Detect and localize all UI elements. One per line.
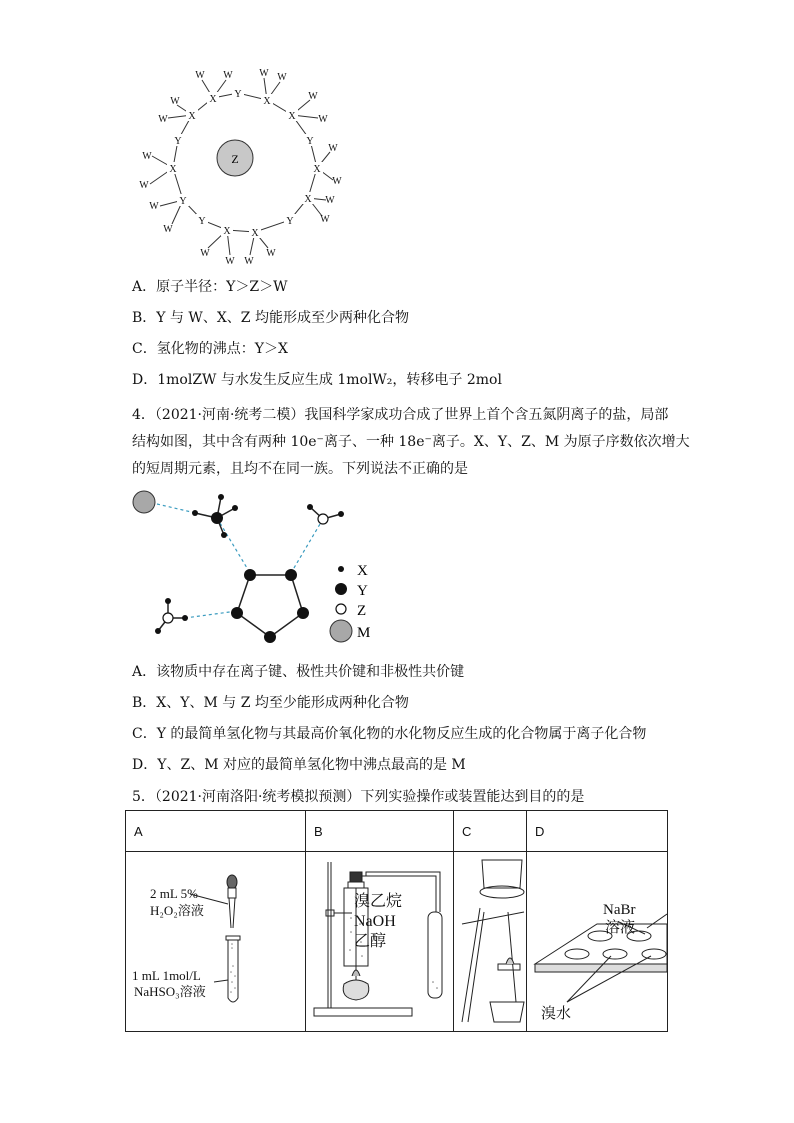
svg-text:Y: Y: [174, 136, 182, 147]
apparatus-a: [126, 852, 305, 1028]
svg-text:H₂O₂溶液: H₂O₂溶液: [150, 903, 204, 918]
header-a: A: [126, 811, 306, 852]
svg-text:Y: Y: [179, 196, 187, 207]
svg-text:W: W: [244, 256, 254, 267]
q4-option-c: C．Y 的最简单氢化物与其最高价氧化物的水化物反应生成的化合物属于离子化合物: [132, 726, 647, 742]
svg-text:Y: Y: [234, 89, 242, 100]
svg-text:W: W: [225, 256, 235, 267]
q4-stem: 4．（2021·河南·统考二模）我国科学家成功合成了世界上首个含五氮阴离子的盐，局部 结构如图，其中含有两种 10e⁻离子、一种 18e⁻离子。X、Y、Z、M 为原子序数依次增大 的短周期元素，且均不在同一族。下列说法不正确的是: [132, 407, 690, 477]
svg-text:Y: Y: [357, 583, 368, 599]
q3-option-d: D．1molZW 与水发生反应生成 1molW₂，转移电子 2mol: [132, 372, 502, 388]
cell-d: [527, 852, 668, 1032]
svg-text:NaHSO₃溶液: NaHSO₃溶液: [134, 984, 206, 999]
svg-text:W: W: [142, 151, 152, 162]
svg-text:X: X: [223, 226, 231, 237]
svg-text:Y: Y: [286, 216, 294, 227]
svg-text:2 mL 5%: 2 mL 5%: [150, 886, 198, 901]
q3-option-c: C．氢化物的沸点：Y＞X: [132, 341, 288, 357]
svg-text:X: X: [304, 194, 312, 205]
q4-legend: [330, 563, 370, 642]
svg-text:Y: Y: [198, 216, 206, 227]
z-label: Z: [231, 152, 239, 166]
svg-text:W: W: [277, 72, 287, 83]
header-d: D: [527, 811, 668, 852]
svg-text:X: X: [263, 96, 271, 107]
svg-text:W: W: [320, 214, 330, 225]
svg-text:W: W: [223, 70, 233, 81]
q3-ring-diagram: [130, 60, 360, 270]
apparatus-b: [306, 852, 453, 1028]
svg-text:溴水: 溴水: [541, 1006, 572, 1022]
svg-text:W: W: [266, 248, 276, 259]
q4-option-d: D．Y、Z、M 对应的最简单氢化物中沸点最高的是 M: [132, 757, 466, 773]
apparatus-c: [454, 852, 526, 1028]
q4-option-b: B．X、Y、M 与 Z 均至少能形成两种化合物: [132, 695, 409, 711]
header-b: B: [306, 811, 454, 852]
q3-option-a: A．原子半径：Y＞Z＞W: [132, 279, 288, 295]
svg-text:X: X: [188, 111, 196, 122]
header-c: C: [454, 811, 527, 852]
svg-text:X: X: [357, 563, 368, 579]
svg-text:X: X: [251, 228, 259, 239]
svg-text:Y: Y: [306, 136, 314, 147]
svg-text:W: W: [325, 195, 335, 206]
svg-text:W: W: [139, 180, 149, 191]
cell-c: [454, 852, 527, 1032]
q4-structure-diagram: [125, 485, 395, 650]
svg-text:W: W: [332, 176, 342, 187]
svg-text:W: W: [170, 96, 180, 107]
svg-text:Z: Z: [357, 603, 367, 619]
cell-b: [306, 852, 454, 1032]
svg-text:W: W: [328, 143, 338, 154]
svg-text:W: W: [259, 68, 269, 79]
svg-text:NaBr: NaBr: [603, 902, 636, 918]
svg-text:NaOH: NaOH: [354, 913, 396, 930]
svg-text:W: W: [195, 70, 205, 81]
svg-text:W: W: [308, 91, 318, 102]
svg-text:1 mL 1mol/L: 1 mL 1mol/L: [132, 968, 201, 983]
svg-text:溴乙烷: 溴乙烷: [354, 893, 403, 910]
svg-text:W: W: [318, 114, 328, 125]
apparatus-d: [527, 852, 667, 1028]
svg-text:W: W: [200, 248, 210, 259]
q5-experiment-table: [125, 810, 668, 1032]
svg-text:X: X: [313, 164, 321, 175]
q4-option-a: A．该物质中存在离子键、极性共价键和非极性共价键: [132, 664, 465, 680]
svg-text:W: W: [163, 224, 173, 235]
cell-a: [126, 852, 306, 1032]
q5-stem: 5．（2021·河南洛阳·统考模拟预测）下列实验操作或装置能达到目的的是: [132, 789, 585, 805]
svg-text:X: X: [169, 164, 177, 175]
svg-text:X: X: [288, 111, 296, 122]
svg-text:X: X: [209, 94, 217, 105]
svg-text:W: W: [149, 201, 159, 212]
svg-text:溶液: 溶液: [605, 920, 636, 936]
svg-text:M: M: [357, 625, 371, 641]
q3-option-b: B．Y 与 W、X、Z 均能形成至少两种化合物: [132, 310, 409, 326]
svg-text:W: W: [158, 114, 168, 125]
svg-text:乙醇: 乙醇: [354, 933, 387, 950]
